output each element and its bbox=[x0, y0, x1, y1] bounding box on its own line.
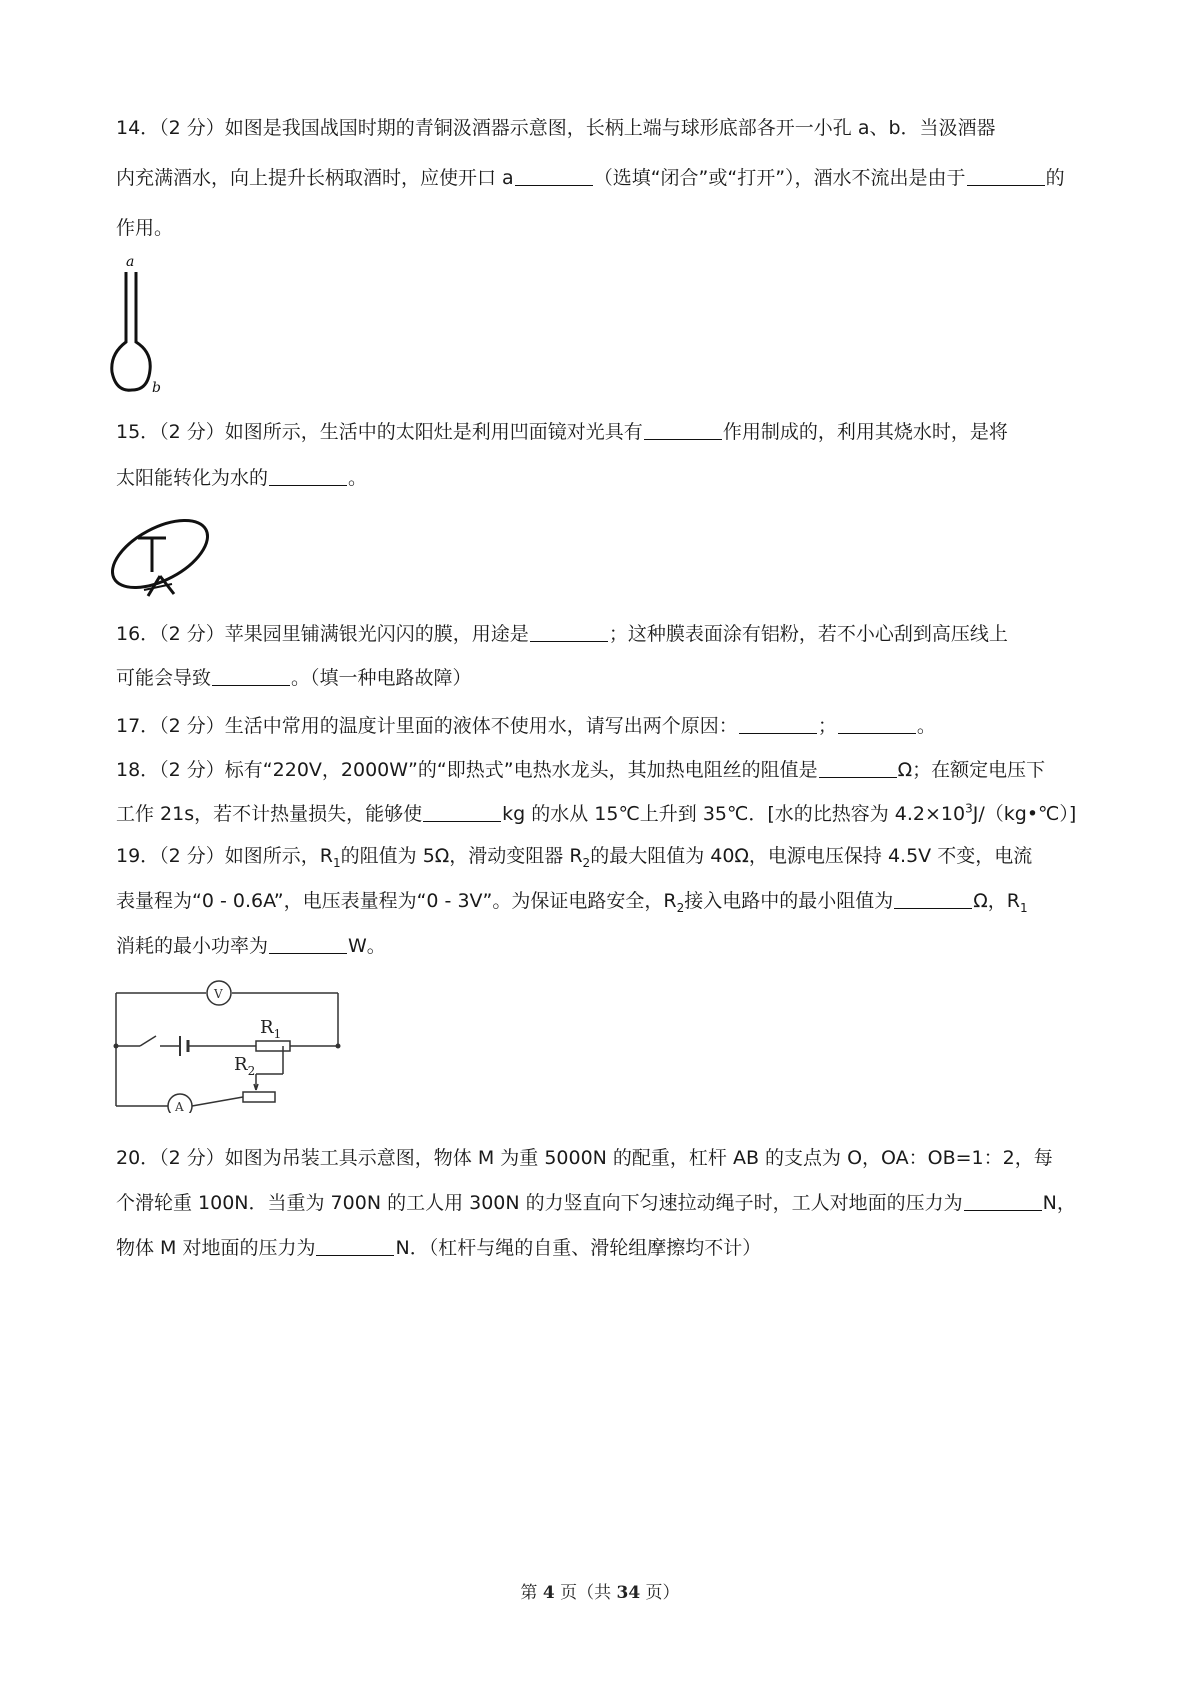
answer-blank[interactable] bbox=[964, 1190, 1042, 1211]
circuit-diagram bbox=[108, 978, 358, 1113]
answer-blank[interactable] bbox=[819, 757, 897, 778]
q19-line-1: 19．（2 分）如图所示，$R_1$的阻值为 5Ω，滑动变阻器 $R_2$的最大阻值为 40Ω，电源电压保持 4.5V 不变，电流 bbox=[116, 845, 1033, 870]
q15-line-2: 太阳能转化为水的 。 bbox=[116, 467, 368, 489]
wine-dipper-figure bbox=[104, 250, 184, 400]
q20-line-2: 个滑轮重 100N．当重为 700N 的工人用 300N 的力竖直向下匀速拉动绳子时，工人对地面的压力为 N， bbox=[116, 1192, 1076, 1214]
question-18 bbox=[116, 750, 1086, 834]
q20-line-3: 物体 M 对地面的压力为 N．（杠杆与绳的自重、滑轮组摩擦均不计） bbox=[116, 1237, 762, 1259]
q20-line-1: 20．（2 分）如图为吊装工具示意图，物体 M 为重 5000N 的配重，杠杆 AB 的支点为 O，OA：OB=1：2，每 bbox=[116, 1147, 1053, 1169]
q16-line-1: 16．（2 分）苹果园里铺满银光闪闪的膜，用途是 ；这种膜表面涂有铝粉，若不小心刮到高压线上 bbox=[116, 623, 1008, 645]
answer-blank[interactable] bbox=[212, 665, 290, 686]
voltmeter-label: V bbox=[214, 987, 223, 1001]
answer-blank[interactable] bbox=[644, 419, 722, 440]
label-b: b bbox=[152, 380, 161, 396]
answer-blank[interactable] bbox=[269, 933, 347, 954]
question-15 bbox=[116, 412, 1086, 498]
q15-line-1: 15．（2 分）如图所示，生活中的太阳灶是利用凹面镜对光具有 作用制成的，利用其烧水时，是将 bbox=[116, 421, 1008, 443]
q16-line-2: 可能会导致 。（填一种电路故障） bbox=[116, 667, 472, 689]
answer-blank[interactable] bbox=[316, 1235, 394, 1256]
ammeter-label: A bbox=[175, 1100, 184, 1113]
solar-cooker-figure bbox=[104, 510, 214, 602]
q14-line-2: 内充满酒水，向上提升长柄取酒时，应使开口 a （选填“闭合”或“打开”），酒水不流出是由于 的 bbox=[116, 167, 1065, 189]
q19-line-3: 消耗的最小功率为 W。 bbox=[116, 935, 386, 957]
answer-blank[interactable] bbox=[838, 713, 916, 734]
label-a: a bbox=[126, 254, 135, 270]
question-19 bbox=[116, 836, 1086, 966]
page-number: 4 bbox=[542, 1583, 555, 1603]
answer-blank[interactable] bbox=[894, 888, 972, 909]
total-pages: 34 bbox=[616, 1583, 641, 1603]
answer-blank[interactable] bbox=[423, 801, 501, 822]
q14-line-1: 14．（2 分）如图是我国战国时期的青铜汲酒器示意图，长柄上端与球形底部各开一小孔 a、b．当汲酒器 bbox=[116, 117, 996, 139]
answer-blank[interactable] bbox=[515, 165, 593, 186]
answer-blank[interactable] bbox=[739, 713, 817, 734]
question-20 bbox=[116, 1138, 1086, 1268]
answer-blank[interactable] bbox=[967, 165, 1045, 186]
page-footer: 第 4 页（共 34 页） bbox=[520, 1583, 680, 1603]
q14-line-3: 作用。 bbox=[116, 217, 174, 239]
q17-line-1: 17．（2 分）生活中常用的温度计里面的液体不使用水，请写出两个原因： ； 。 bbox=[116, 715, 936, 737]
question-14 bbox=[116, 108, 1086, 248]
question-17 bbox=[116, 706, 1086, 746]
q19-line-2: 表量程为“0 - 0.6A”，电压表量程为“0 - 3V”。为保证电路安全，$R_2$接入电路中的最小阻值为 Ω，$R_1$ bbox=[116, 890, 1028, 915]
answer-blank[interactable] bbox=[530, 621, 608, 642]
question-16 bbox=[116, 614, 1086, 698]
r1-label: $R_1$ bbox=[260, 1017, 282, 1041]
q18-line-1: 18．（2 分）标有“220V，2000W”的“即热式”电热水龙头，其加热电阻丝的阻值是 Ω；在额定电压下 bbox=[116, 759, 1046, 781]
answer-blank[interactable] bbox=[269, 465, 347, 486]
r2-label: $R_2$ bbox=[234, 1054, 256, 1078]
q18-line-2: 工作 21s，若不计热量损失，能够使 kg 的水从 15℃上升到 35℃．[水的比热容为 $4.2\times 10^3J/(kg•℃)$] bbox=[116, 801, 1077, 825]
